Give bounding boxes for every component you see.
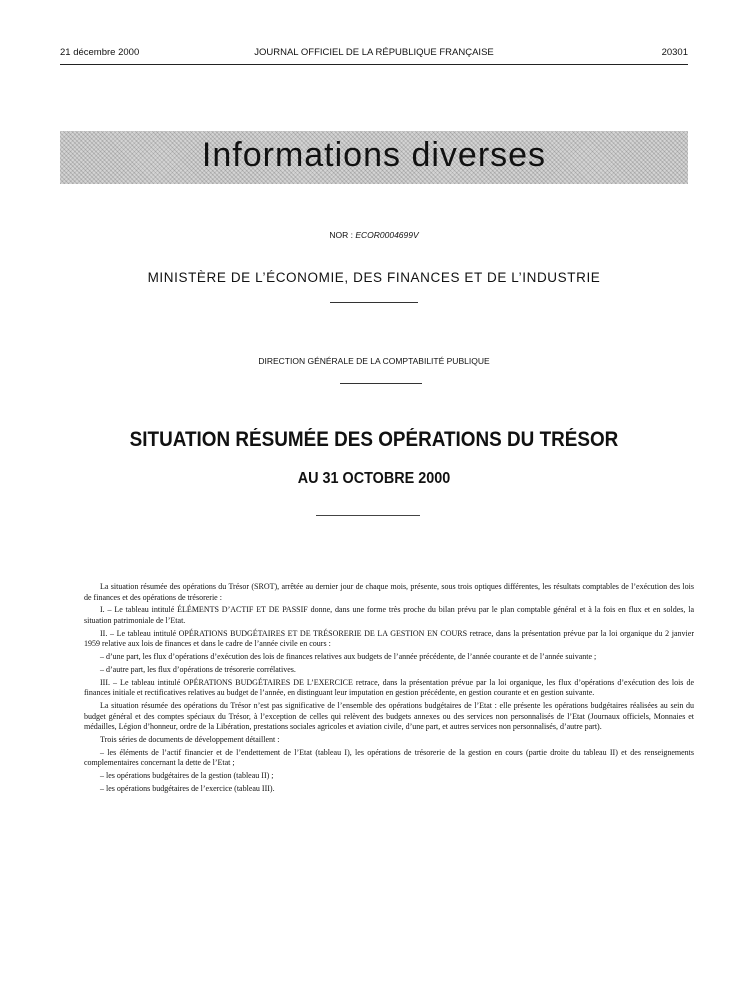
paragraph: – les éléments de l’actif financier et de l’endettement de l’Etat (tableau I), les opérations de trésorerie de la gestion en cours (partie droite du tableau II) et des renseignements complementaires concernant la dette de l’Etat ;: [84, 747, 694, 768]
paragraph: Trois séries de documents de développement détaillent :: [100, 735, 280, 745]
paragraph: La situation résumée des opérations du Trésor (SROT), arrêtée au dernier jour de chaque mois, présente, sous trois optiques différentes, les résultats comptables de l’exécution des lois de finances et des opérations de trésorerie :: [84, 582, 694, 602]
nor-reference: [0, 230, 748, 240]
direction-heading: DIRECTION GÉNÉRALE DE LA COMPTABILITÉ PUBLIQUE: [258, 356, 490, 366]
paragraph: La situation résumée des opérations du Trésor n’est pas significative de l’ensemble des opérations budgétaires de l’Etat : elle présente les opérations budgétaires réalisées au sein du budget général et des comptes spéciaux du Trésor, à l’exception de celles qui relèvent des budgets annexes ou des services non personnalisés de l’Etat (Journaux officiels, Monnaies et médailles, Légion d’honneur, ordre de la Libération, prestations sociales agricoles et aviation civile, d’une part, et autres services non personnalisés, d’autre part).: [84, 701, 694, 732]
header-date: 21 décembre 2000: [60, 47, 140, 58]
divider: [330, 302, 418, 303]
nor-code: ECOR0004699V: [355, 230, 419, 240]
divider: [316, 515, 420, 516]
paragraph: – d’autre part, les flux d’opérations de trésorerie corrélatives.: [100, 664, 296, 674]
ministry-heading: MINISTÈRE DE L’ÉCONOMIE, DES FINANCES ET DE L’INDUSTRIE: [147, 270, 601, 285]
page-header: [60, 47, 688, 61]
document-title: SITUATION RÉSUMÉE DES OPÉRATIONS DU TRÉSOR: [129, 428, 619, 451]
journal-title: JOURNAL OFFICIEL DE LA RÉPUBLIQUE FRANÇAISE: [254, 47, 494, 58]
paragraph: – les opérations budgétaires de l’exercice (tableau III).: [100, 783, 275, 793]
paragraph: I. – Le tableau intitulé ÉLÉMENTS D’ACTIF ET DE PASSIF donne, dans une forme très proche du bilan prévu par le plan comptable général et à la fois en flux et en soldes, la situation patrimoniale de l’Etat.: [84, 605, 694, 625]
paragraph: II. – Le tableau intitulé OPÉRATIONS BUDGÉTAIRES ET DE TRÉSORERIE DE LA GESTION EN COURS retrace, dans la présentation prévue par la loi organique du 2 janvier 1959 relative aux lois de finances et dans le cadre de l’année civile en cours :: [84, 628, 694, 649]
paragraph: – les opérations budgétaires de la gestion (tableau II) ;: [100, 771, 274, 781]
section-banner: [60, 131, 688, 184]
header-divider: [60, 64, 688, 65]
divider: [340, 383, 422, 384]
document-subtitle: AU 31 OCTOBRE 2000: [297, 470, 451, 487]
body-text: [84, 582, 694, 797]
paragraph: III. – Le tableau intitulé OPÉRATIONS BUDGÉTAIRES DE L’EXERCICE retrace, dans la présentation prévue par la loi organique, les flux d’opérations d’exécution des lois de finances initiale et rectificatives relatives au budget de l’année, en distinguant leur imputation en gestion précédente, en gestion courante et en gestion suivante.: [84, 677, 694, 698]
banner-title: Informations diverses: [201, 136, 547, 174]
paragraph: – d’une part, les flux d’opérations d’exécution des lois de finances relatives aux budgets de l’année précédente, de l’année courante et de l’année suivante ;: [100, 652, 597, 662]
page-number: 20301: [661, 47, 688, 58]
nor-label: NOR :: [329, 230, 353, 240]
